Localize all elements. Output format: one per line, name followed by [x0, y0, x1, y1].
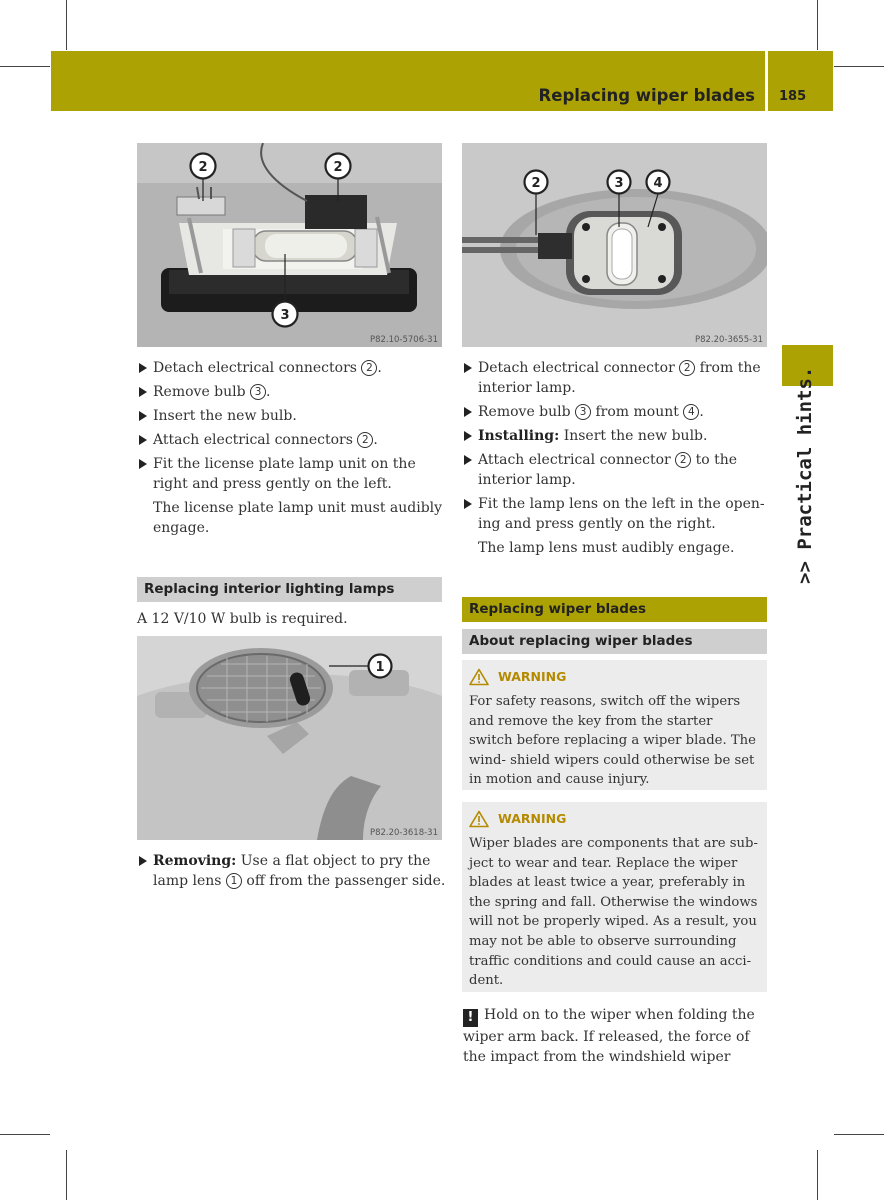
crop-mark	[834, 1134, 884, 1135]
warning-header	[469, 666, 760, 688]
list-item: Fit the lamp lens on the left in the open- ing and press gently on the right. The lamp lens must audibly engage.	[463, 494, 769, 558]
list-item: Detach electrical connectors 2 .	[138, 358, 448, 378]
license-plate-lamp-illustration	[137, 143, 442, 347]
bullet-triangle-icon	[464, 455, 472, 465]
callout-ref: 4	[683, 404, 699, 420]
warning-triangle-icon	[469, 668, 489, 686]
bullet-triangle-icon	[139, 459, 147, 469]
crop-mark	[66, 0, 67, 50]
list-item: Remove bulb 3 .	[138, 382, 448, 402]
lamp-lens-illustration	[137, 636, 442, 840]
bullet-triangle-icon	[464, 407, 472, 417]
bullet-triangle-icon	[139, 363, 147, 373]
interior-lamp-steps	[463, 358, 769, 562]
result-text: The lamp lens must audibly engage.	[478, 540, 735, 556]
list-item: Installing: Insert the new bulb.	[463, 426, 769, 446]
list-item: Attach electrical connector 2 to the interior lamp.	[463, 450, 769, 490]
bullet-triangle-icon	[464, 363, 472, 373]
crop-mark	[0, 1134, 50, 1135]
list-item: Remove bulb 3 from mount 4 .	[463, 402, 769, 422]
callout-number: 1	[375, 660, 385, 675]
license-lamp-steps	[138, 358, 448, 542]
callout-ref: 2	[361, 360, 377, 376]
result-text: The license plate lamp unit must audibly engage.	[153, 500, 443, 536]
warning-label: WARNING	[498, 669, 567, 685]
warning-label: WARNING	[498, 811, 567, 827]
list-item: Insert the new bulb.	[138, 406, 448, 426]
section-heading-wiper-blades: Replacing wiper blades	[462, 597, 767, 622]
bullet-triangle-icon	[464, 499, 472, 509]
callout-ref: 3	[575, 404, 591, 420]
callout-number: 2	[531, 176, 541, 191]
callout-number: 3	[280, 308, 290, 323]
figure-license-plate-lamp	[137, 143, 442, 347]
callout-number: 3	[614, 176, 624, 191]
page-title: Replacing wiper blades	[538, 86, 755, 105]
callout-number: 2	[333, 160, 343, 175]
callout-ref: 1	[226, 873, 242, 889]
list-item: Attach electrical connectors 2 .	[138, 430, 448, 450]
warning-header	[469, 808, 760, 830]
warning-text: Wiper blades are components that are sub- ject to wear and tear. Replace the wiper blades at least twice a year, preferably in the spring and fall. Otherwise the windows will not be properly wiped. As a result, you may not be able to observe surrounding traffic conditions and could cause an acci- dent.	[469, 836, 758, 989]
lamp-lens-step	[138, 851, 448, 895]
figure-code: P82.20-3655-31	[694, 335, 763, 345]
bulb-requirement: A 12 V/10 W bulb is required.	[137, 611, 348, 627]
crop-mark	[817, 1150, 818, 1200]
damage-note	[463, 1005, 769, 1067]
warning-text: For safety reasons, switch off the wipers and remove the key from the starter switch before replacing a wiper blade. The wind- shield wipers could otherwise be set in motion and cause injury.	[469, 694, 756, 788]
bullet-triangle-icon	[139, 387, 147, 397]
section-heading-interior-lamps: Replacing interior lighting lamps	[137, 577, 442, 602]
chapter-tab-label: >> Practical hints.	[794, 366, 816, 584]
bullet-triangle-icon	[464, 431, 472, 441]
warning-triangle-icon	[469, 810, 489, 828]
bullet-triangle-icon	[139, 435, 147, 445]
callout-number: 4	[653, 176, 663, 191]
crop-mark	[834, 66, 884, 67]
figure-code: P82.10-5706-31	[369, 335, 438, 345]
figure-interior-lamp	[462, 143, 767, 347]
list-item: Detach electrical connector 2 from the interior lamp.	[463, 358, 769, 398]
warning-box	[462, 802, 767, 992]
callout-ref: 3	[250, 384, 266, 400]
exclamation-icon: !	[463, 1009, 478, 1027]
note-text: Hold on to the wiper when folding the wiper arm back. If released, the force of the impact from the windshield wiper	[463, 1007, 755, 1065]
figure-lamp-lens	[137, 636, 442, 840]
callout-ref: 2	[675, 452, 691, 468]
bullet-triangle-icon	[139, 856, 147, 866]
page-number: 185	[779, 89, 807, 104]
callout-ref: 2	[679, 360, 695, 376]
crop-mark	[66, 1150, 67, 1200]
warning-box	[462, 660, 767, 790]
list-item: Fit the license plate lamp unit on the right and press gently on the left. The license plate lamp unit must audibly engage.	[138, 454, 448, 538]
header-separator	[765, 51, 768, 111]
crop-mark	[817, 0, 818, 50]
interior-lamp-illustration	[462, 143, 767, 347]
figure-code: P82.20-3618-31	[369, 828, 438, 838]
crop-mark	[0, 66, 50, 67]
callout-number: 2	[198, 160, 208, 175]
bullet-triangle-icon	[139, 411, 147, 421]
callout-ref: 2	[357, 432, 373, 448]
list-item: Removing: Use a flat object to pry the lamp lens 1 off from the passenger side.	[138, 851, 448, 891]
subsection-heading-about-wipers: About replacing wiper blades	[462, 629, 767, 654]
